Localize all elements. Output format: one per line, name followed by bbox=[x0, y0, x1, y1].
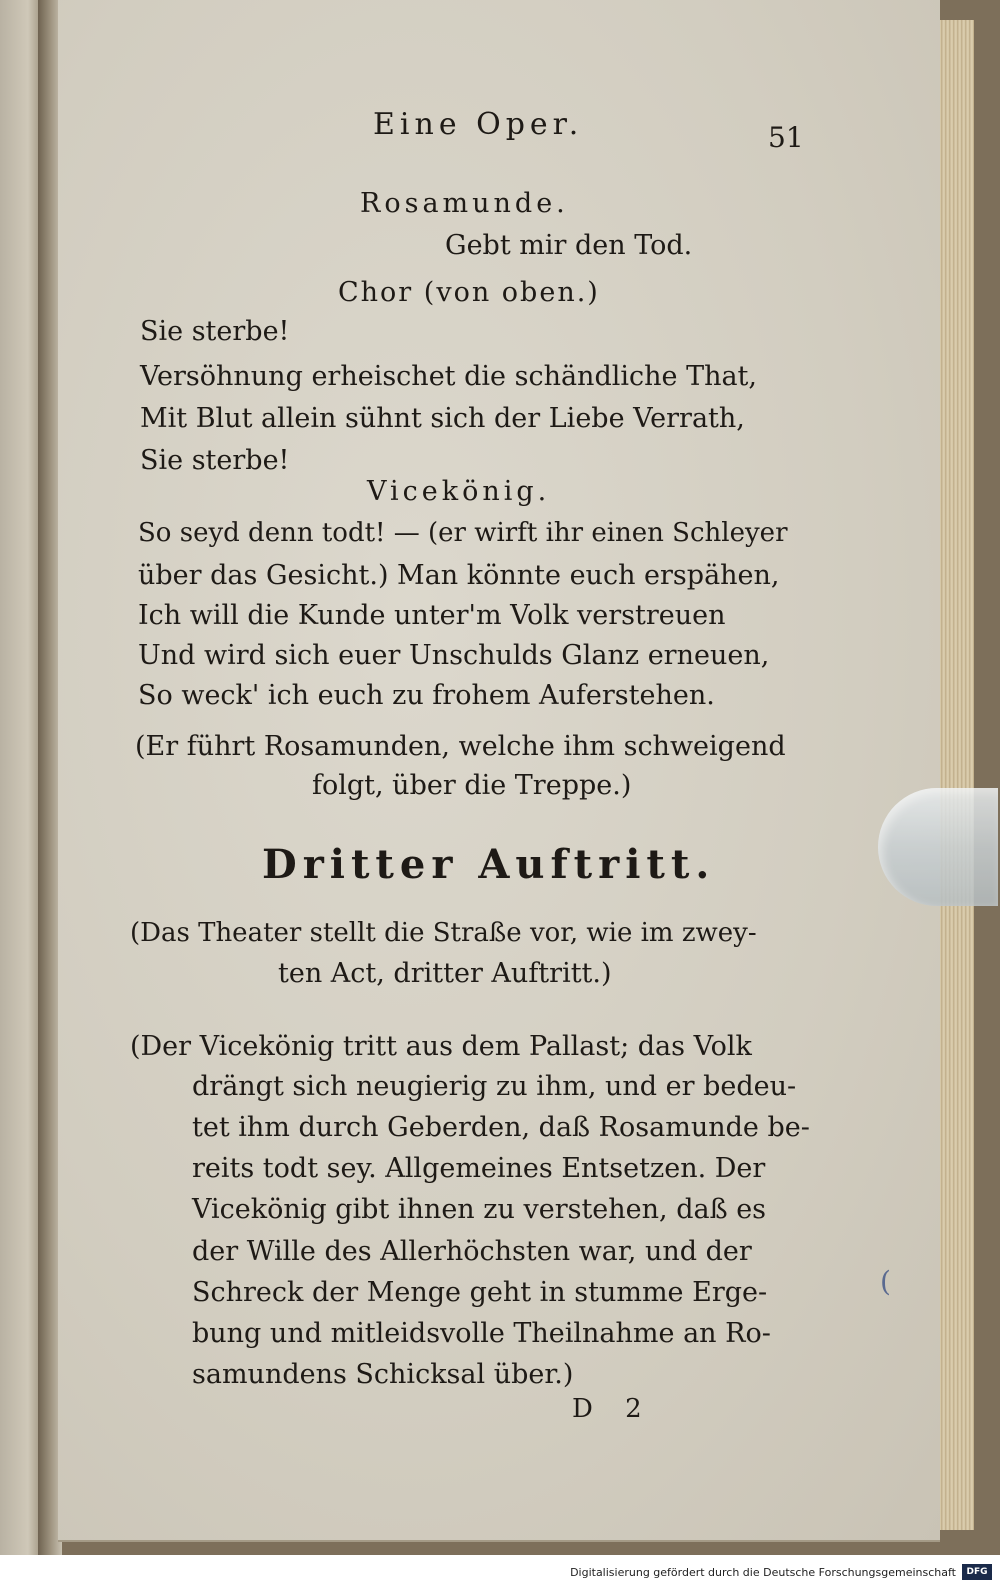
stage-direction-line: ten Act, dritter Auftritt.) bbox=[278, 958, 612, 989]
scene-title: Dritter Auftritt. bbox=[262, 841, 716, 888]
chor-line: Mit Blut allein sühnt sich der Liebe Verrath, bbox=[140, 403, 745, 434]
vicekoenig-line: Ich will die Kunde unter'm Volk verstreuen bbox=[138, 600, 726, 631]
stage-direction-line: (Der Vicekönig tritt aus dem Pallast; das Volk bbox=[130, 1031, 752, 1062]
page-block-edge bbox=[938, 20, 974, 1530]
margin-mark: ( bbox=[880, 1265, 891, 1298]
stage-direction-line: folgt, über die Treppe.) bbox=[312, 770, 632, 801]
footer-credit: Digitalisierung gefördert durch die Deutsche Forschungsgemeinschaft bbox=[570, 1566, 956, 1579]
stage-direction-line: (Er führt Rosamunden, welche ihm schweigend bbox=[135, 731, 786, 762]
chor-line: Sie sterbe! bbox=[140, 316, 290, 347]
signature-mark: D 2 bbox=[572, 1394, 654, 1424]
previous-page-edge bbox=[0, 0, 40, 1555]
stage-direction-line: der Wille des Allerhöchsten war, und der bbox=[192, 1236, 752, 1267]
speaker-chor: Chor (von oben.) bbox=[338, 277, 600, 308]
stage-direction-line: (Das Theater stellt die Straße vor, wie im zwey- bbox=[130, 918, 757, 948]
footer-bar bbox=[0, 1555, 1000, 1589]
vicekoenig-line: So weck' ich euch zu frohem Auferstehen. bbox=[138, 680, 715, 711]
dfg-logo: DFG bbox=[962, 1564, 992, 1580]
speaker-vicekoenig: Vicekönig. bbox=[367, 476, 551, 507]
stage-direction-line: Schreck der Menge geht in stumme Erge- bbox=[192, 1277, 768, 1308]
page-clip bbox=[878, 788, 998, 906]
stage-direction-line: bung und mitleidsvolle Theilnahme an Ro- bbox=[192, 1318, 771, 1349]
stage-direction-line: drängt sich neugierig zu ihm, und er bedeu- bbox=[192, 1071, 797, 1102]
speaker-rosamunde: Rosamunde. bbox=[360, 188, 569, 219]
stage-direction-line: Vicekönig gibt ihnen zu verstehen, daß es bbox=[192, 1194, 767, 1225]
stage-direction-line: samundens Schicksal über.) bbox=[192, 1359, 574, 1390]
vicekoenig-line: über das Gesicht.) Man könnte euch erspähen, bbox=[138, 560, 780, 591]
stage-direction-line: reits todt sey. Allgemeines Entsetzen. Der bbox=[192, 1153, 766, 1184]
running-title: Eine Oper. bbox=[373, 107, 584, 142]
page-number: 51 bbox=[768, 121, 804, 154]
chor-line: Versöhnung erheischet die schändliche That, bbox=[140, 361, 757, 392]
vicekoenig-line: So seyd denn todt! — (er wirft ihr einen Schleyer bbox=[138, 518, 788, 548]
vicekoenig-line: Und wird sich euer Unschulds Glanz erneuen, bbox=[138, 640, 770, 671]
stage-direction-line: tet ihm durch Geberden, daß Rosamunde be- bbox=[192, 1112, 810, 1143]
chor-line: Sie sterbe! bbox=[140, 445, 290, 476]
rosamunde-line: Gebt mir den Tod. bbox=[445, 230, 693, 261]
